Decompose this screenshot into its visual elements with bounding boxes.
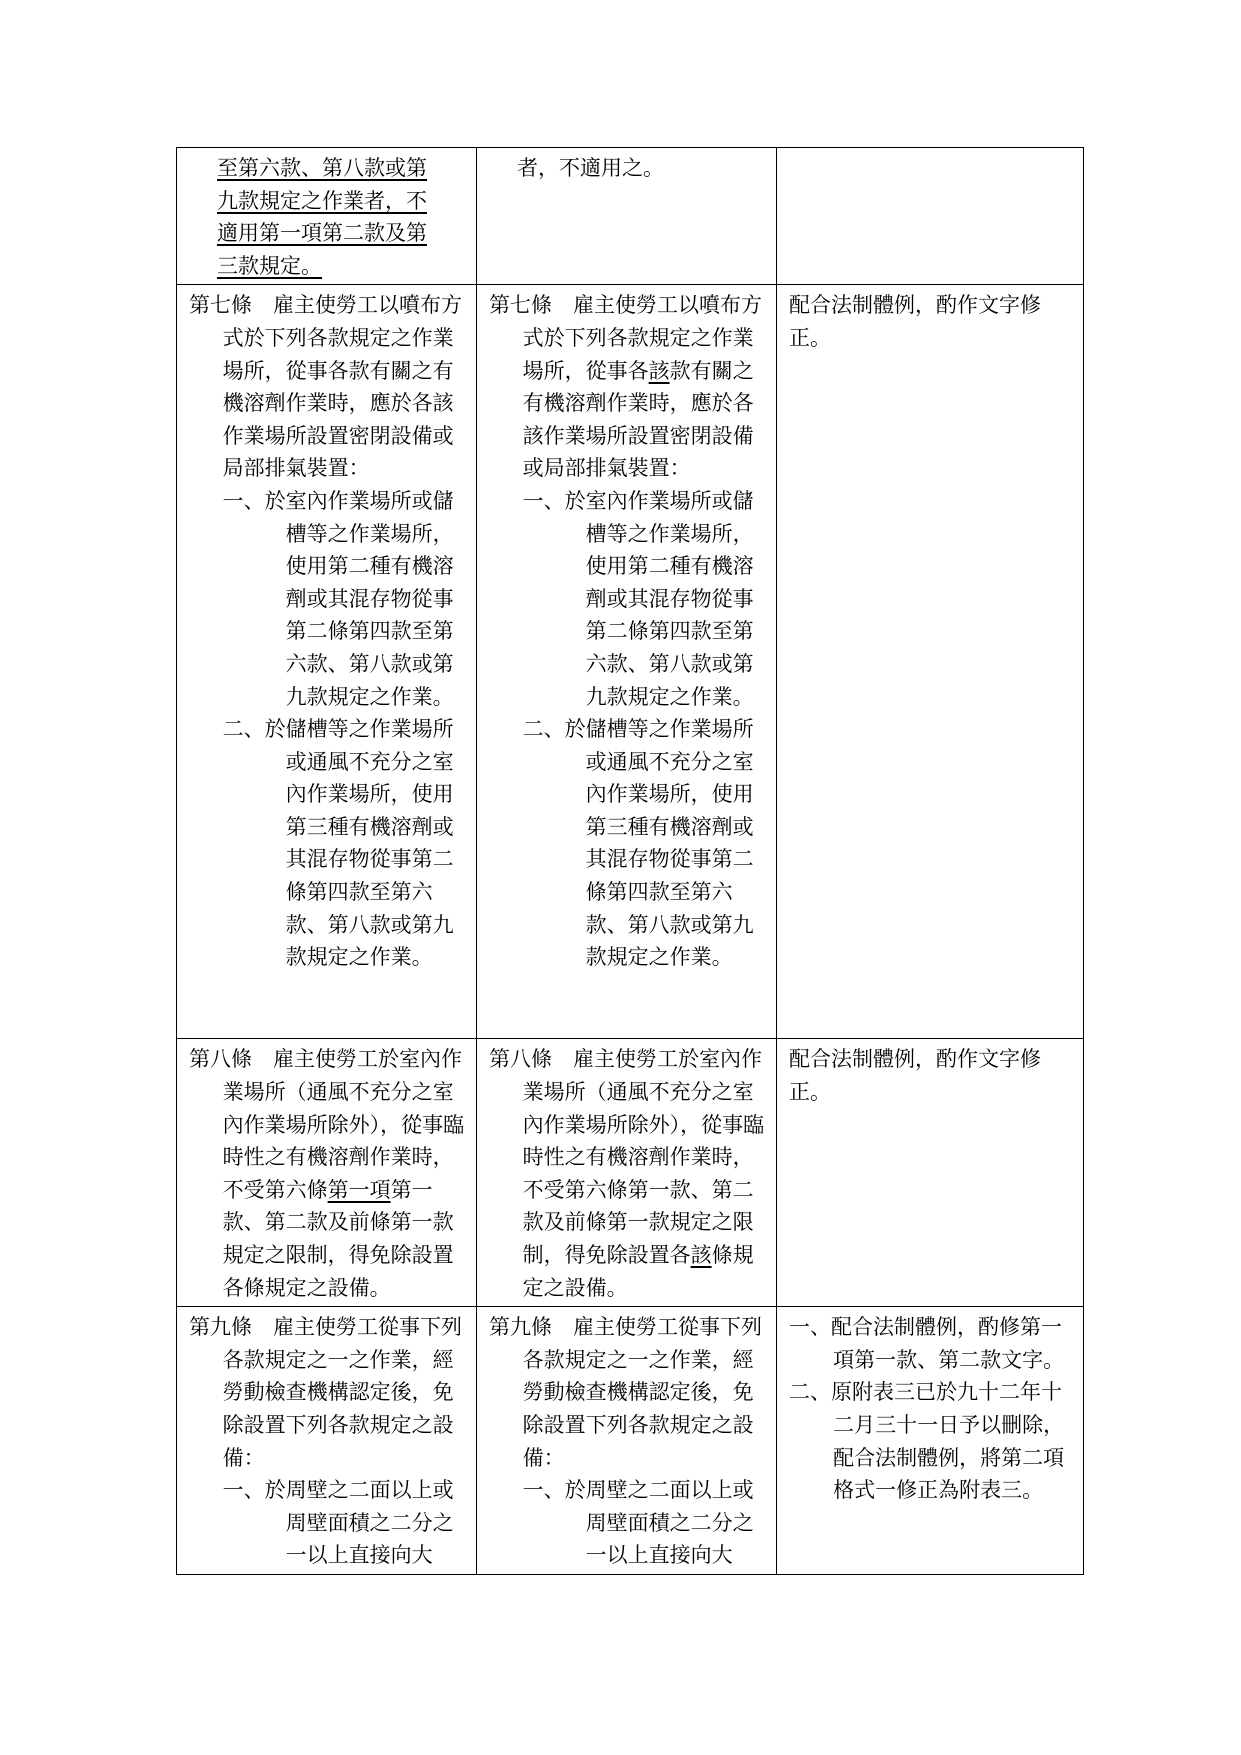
article-text: 第八條 雇主使勞工於室內作業場所（通風不充分之室內作業場所除外），從事臨時性之有機溶劑作業時，不受第六條第一項第一款、第二款及前條第一款規定之限制，得免除設置各條規定之設備。 [189, 1047, 465, 1300]
text-line: 適用第一項第二款及第 [217, 221, 427, 246]
article-item: 二、於儲槽等之作業場所或通風不充分之室內作業場所，使用第三種有機溶劑或其混存物從事第二條第四款至第六款、第八款或第九款規定之作業。 [222, 717, 454, 970]
explanation-item: 二、原附表三已於九十二年十二月三十一日予以刪除，配合法制體例，將第二項格式一修正為附表三。 [789, 1380, 1065, 1503]
explanation-cell [777, 1307, 1084, 1575]
explanation-item: 一、配合法制體例，酌修第一項第一款、第二款文字。 [789, 1315, 1065, 1372]
current-text-cell [477, 285, 777, 1039]
article-text: 第八條 雇主使勞工於室內作業場所（通風不充分之室內作業場所除外），從事臨時性之有機溶劑作業時，不受第六條第一款、第二款及前條第一款規定之限制，得免除設置各該條規定之設備。 [489, 1047, 765, 1300]
underlined-text: 該 [690, 1242, 712, 1267]
explanation-cell [777, 285, 1084, 1039]
explanation-cell [777, 1039, 1084, 1307]
article-item: 一、於周壁之二面以上或周壁面積之二分之一以上直接向大 [522, 1478, 754, 1568]
article-item: 二、於儲槽等之作業場所或通風不充分之室內作業場所，使用第三種有機溶劑或其混存物從事第二條第四款至第六款、第八款或第九款規定之作業。 [522, 717, 754, 970]
current-text-cell [477, 1307, 777, 1575]
article-text: 第七條 雇主使勞工以噴布方式於下列各款規定之作業場所，從事各款有關之有機溶劑作業時，應於各該作業場所設置密閉設備或局部排氣裝置： [189, 293, 462, 481]
article-text: 第七條 雇主使勞工以噴布方式於下列各款規定之作業場所，從事各該款有關之有機溶劑作業時，應於各該作業場所設置密閉設備或局部排氣裝置： [489, 293, 762, 481]
article-item: 一、於室內作業場所或儲槽等之作業場所，使用第二種有機溶劑或其混存物從事第二條第四款至第六款、第八款或第九款規定之作業。 [222, 488, 454, 709]
amended-text-cell [177, 148, 477, 285]
current-text-cell [477, 148, 777, 285]
underlined-text: 第一項 [327, 1177, 391, 1202]
text-line: 者，不適用之。 [517, 156, 664, 180]
explanation-cell [777, 148, 1084, 285]
article-text: 第九條 雇主使勞工從事下列各款規定之一之作業，經勞動檢查機構認定後，免除設置下列各款規定之設備： [489, 1315, 762, 1470]
table-row [177, 1039, 1084, 1307]
amended-text-cell [177, 1307, 477, 1575]
article-text: 第九條 雇主使勞工從事下列各款規定之一之作業，經勞動檢查機構認定後，免除設置下列各款規定之設備： [189, 1315, 462, 1470]
text-line: 九款規定之作業者，不 [217, 188, 427, 213]
table-row [177, 148, 1084, 285]
explanation-text: 配合法制體例，酌作文字修正。 [789, 1047, 1041, 1104]
article-item: 一、於周壁之二面以上或周壁面積之二分之一以上直接向大 [222, 1478, 454, 1568]
explanation-text: 配合法制體例，酌作文字修正。 [789, 293, 1041, 350]
text-line: 三款規定。 [217, 253, 322, 278]
comparison-table [176, 147, 1084, 1575]
underlined-text: 該 [648, 358, 670, 383]
amended-text-cell [177, 285, 477, 1039]
article-item: 一、於室內作業場所或儲槽等之作業場所，使用第二種有機溶劑或其混存物從事第二條第四款至第六款、第八款或第九款規定之作業。 [522, 488, 754, 709]
text-line: 至第六款、第八款或第 [217, 156, 427, 180]
current-text-cell [477, 1039, 777, 1307]
amended-text-cell [177, 1039, 477, 1307]
table-row [177, 285, 1084, 1039]
table-row [177, 1307, 1084, 1575]
